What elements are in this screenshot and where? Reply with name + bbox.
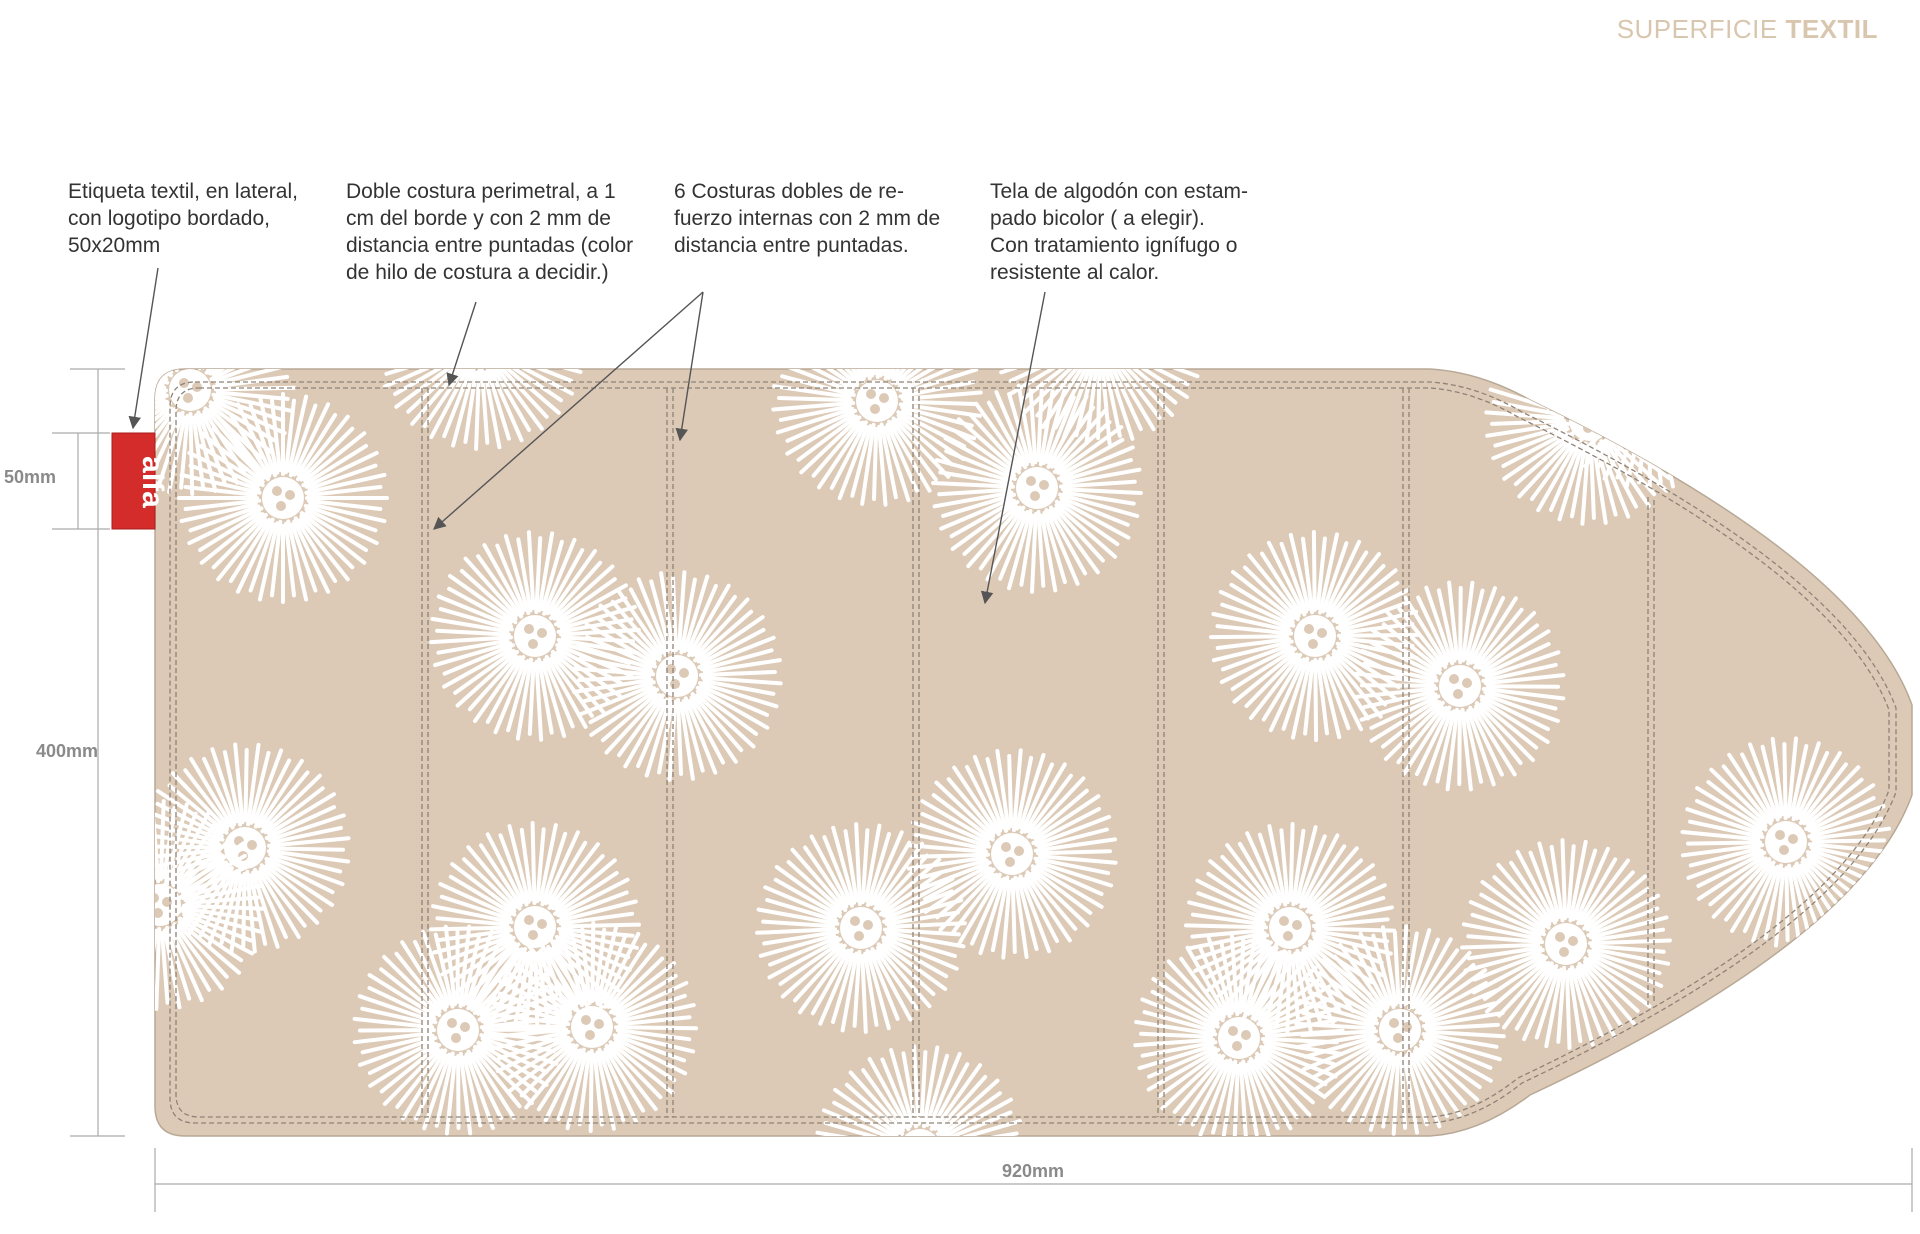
page-title-light: SUPERFICIE [1616,14,1786,44]
dimension-total-height: 400mm [36,741,99,761]
pattern-flower [1357,583,1564,790]
tag-logo-text: alfa [136,456,169,508]
annotation-internal-seams: 6 Costuras dobles de re- fuerzo internas con 2 mm de distancia entre puntadas. [674,180,941,257]
pattern-flower [1683,739,1890,946]
annotation-fabric: Tela de algodón con estam- pado bicolor ( a elegir). Con tratamiento ignífugo o resistente al calor. [990,180,1248,284]
dimension-label-height: 50mm [4,467,57,487]
annotation-label: Etiqueta textil, en lateral, con logotipo bordado, 50x20mm [68,180,298,257]
page-title-bold: TEXTIL [1785,14,1878,44]
annotation-perimeter-seam: Doble costura perimetral, a 1 cm del borde y con 2 mm de distancia entre puntadas (color de hilo de costura a decidir.) [346,180,634,284]
dimension-total-width: 920mm [1002,1161,1065,1181]
